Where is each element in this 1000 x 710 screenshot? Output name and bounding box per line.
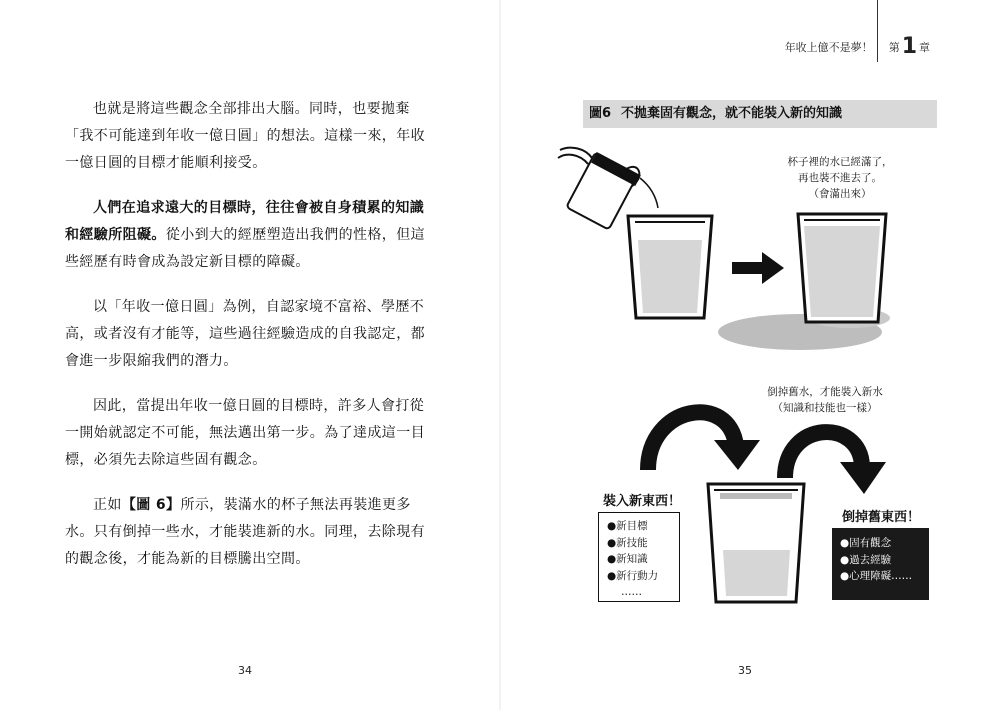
- old-items-box: [832, 528, 929, 600]
- paragraph-5-rest: 所示，裝滿水的杯子無法再裝進更多水。只有倒掉一些水，才能裝進新的水。同理，去除現有的觀念後，才能為新的目標騰出空間。: [65, 497, 425, 567]
- old-item: ●過去經驗: [840, 553, 892, 566]
- new-item: ●新行動力: [607, 569, 659, 582]
- new-item: ●新技能: [607, 536, 648, 549]
- arrow-head-out: [840, 462, 886, 494]
- chapter-number: 1: [901, 34, 917, 59]
- paragraph-2: [65, 195, 437, 276]
- caption-replace: [750, 384, 900, 416]
- page-number-right: 35: [738, 664, 752, 677]
- body-text: [65, 96, 437, 591]
- caption-replace-line-2: （知識和技能也一樣）: [772, 402, 878, 414]
- old-item: ●心理障礙……: [840, 570, 913, 582]
- paragraph-2-rest: 從小到大的經歷塑造出我們的性格，但這些經歷有時會成為設定新目標的障礙。: [65, 227, 426, 270]
- figure-title: 不拋棄固有觀念，就不能裝入新的知識: [621, 106, 843, 121]
- caption-full-line-3: （會滿出來）: [808, 188, 872, 200]
- old-item: ●固有觀念: [840, 537, 892, 549]
- pour-stream: [640, 178, 658, 208]
- new-item: ●新知識: [607, 553, 648, 565]
- label-old: 倒掉舊東西！: [842, 510, 921, 525]
- caption-full-cup: [770, 154, 910, 202]
- new-items-box: [598, 512, 680, 602]
- figure-illustration: [500, 0, 1000, 710]
- paragraph-2-bold: 人們在追求遠大的目標時，往往會被自身積累的知識和經驗所阻礙。: [65, 200, 425, 243]
- paragraph-3: 以「年收一億日圓」為例，自認家境不富裕、學歷不高，或者沒有才能等，這些過往經驗造成的自我認定，都會進一步限縮我們的潛力。: [65, 299, 425, 369]
- running-title: 年收上億不是夢！: [784, 41, 873, 54]
- label-new: 裝入新東西！: [603, 494, 682, 509]
- new-item-ellipsis: ……: [621, 586, 642, 598]
- arrow-head-in: [714, 440, 760, 470]
- caption-replace-line-1: 倒掉舊水，才能裝入新水: [767, 386, 883, 398]
- caption-full-line-1: 杯子裡的水已經滿了，: [787, 156, 893, 168]
- paragraph-1: 也就是將這些觀念全部排出大腦。同時，也要拋棄「我不可能達到年收一億日圓」的想法。這樣一來，年收一億日圓的目標才能順利接受。: [65, 101, 425, 171]
- arrow-right-icon: [732, 252, 784, 284]
- figure-reference: 【圖 6】: [121, 497, 181, 513]
- new-item: ●新目標: [607, 520, 648, 532]
- right-page: [500, 0, 1000, 710]
- chapter-prefix: 第: [888, 41, 900, 54]
- paragraph-4: 因此，當提出年收一億日圓的目標時，許多人會打從一開始就認定不可能，無法邁出第一步。為了達成這一目標，必須先去除這些固有觀念。: [65, 398, 425, 468]
- cup-before: [628, 216, 712, 318]
- paragraph-5-lead: 正如: [93, 497, 122, 513]
- cup-full: [798, 214, 886, 322]
- figure-number: 圖6: [589, 106, 612, 121]
- chapter-suffix: 章: [919, 41, 930, 54]
- caption-full-line-2: 再也裝不進去了。: [798, 172, 882, 184]
- paragraph-5: [65, 492, 437, 573]
- page-number-left: 34: [238, 664, 252, 677]
- cup-half: [708, 484, 804, 602]
